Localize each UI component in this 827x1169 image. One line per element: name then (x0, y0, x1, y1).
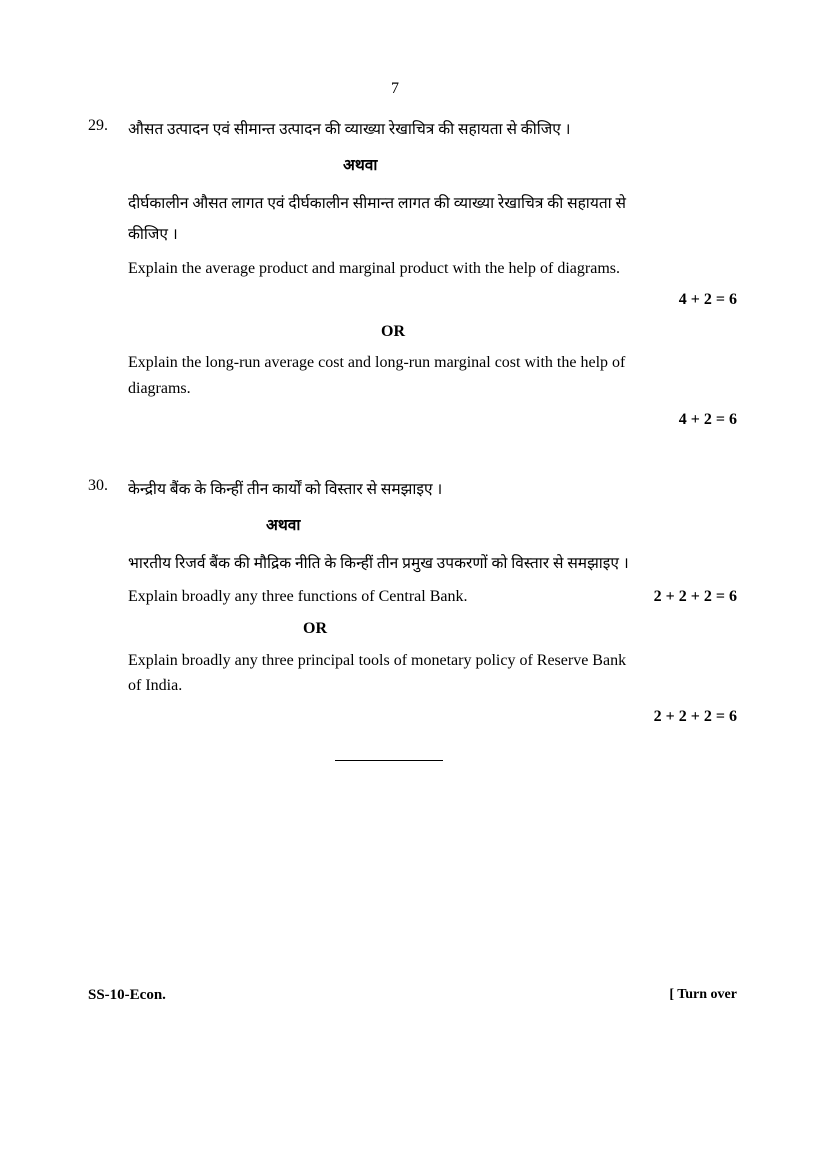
question-text-hindi: औसत उत्पादन एवं सीमान्त उत्पादन की व्याख्या रेखाचित्र की सहायता से कीजिए । (128, 121, 571, 138)
question-number: 29. (88, 117, 108, 134)
alternative-text-english-line2: of India. (128, 677, 183, 694)
or-label-hindi: अथवा (343, 157, 378, 174)
marks-label: 4 + 2 = 6 (678, 411, 737, 428)
page-number: 7 (391, 80, 399, 97)
or-label-english: OR (303, 620, 327, 637)
alternative-text-hindi: भारतीय रिजर्व बैंक की मौद्रिक नीति के किन्हीं तीन प्रमुख उपकरणों को विस्तार से समझाइए । (128, 555, 629, 572)
question-text-english: Explain the average product and marginal product with the help of diagrams. (128, 260, 620, 277)
marks-label: 2 + 2 + 2 = 6 (653, 588, 737, 605)
alternative-text-english-line1: Explain the long-run average cost and long-run marginal cost with the help of (128, 354, 626, 371)
alternative-text-hindi-line1: दीर्घकालीन औसत लागत एवं दीर्घकालीन सीमान्त लागत की व्याख्या रेखाचित्र की सहायता से (128, 195, 627, 212)
alternative-text-hindi-line2: कीजिए । (128, 226, 178, 243)
alternative-text-english-line1: Explain broadly any three principal tools of monetary policy of Reserve Bank (128, 652, 627, 669)
paper-code: SS-10-Econ. (88, 987, 166, 1003)
question-text-hindi: केन्द्रीय बैंक के किन्हीं तीन कार्यों को विस्तार से समझाइए । (128, 481, 443, 498)
or-label-hindi: अथवा (266, 517, 301, 534)
marks-label: 4 + 2 = 6 (678, 291, 737, 308)
question-text-english: Explain broadly any three functions of Central Bank. (128, 588, 468, 605)
alternative-text-english-line2: diagrams. (128, 380, 191, 397)
turn-over-label: [ Turn over (669, 987, 737, 1002)
question-number: 30. (88, 477, 108, 494)
end-rule (335, 760, 443, 761)
or-label-english: OR (381, 323, 405, 340)
marks-label: 2 + 2 + 2 = 6 (653, 708, 737, 725)
